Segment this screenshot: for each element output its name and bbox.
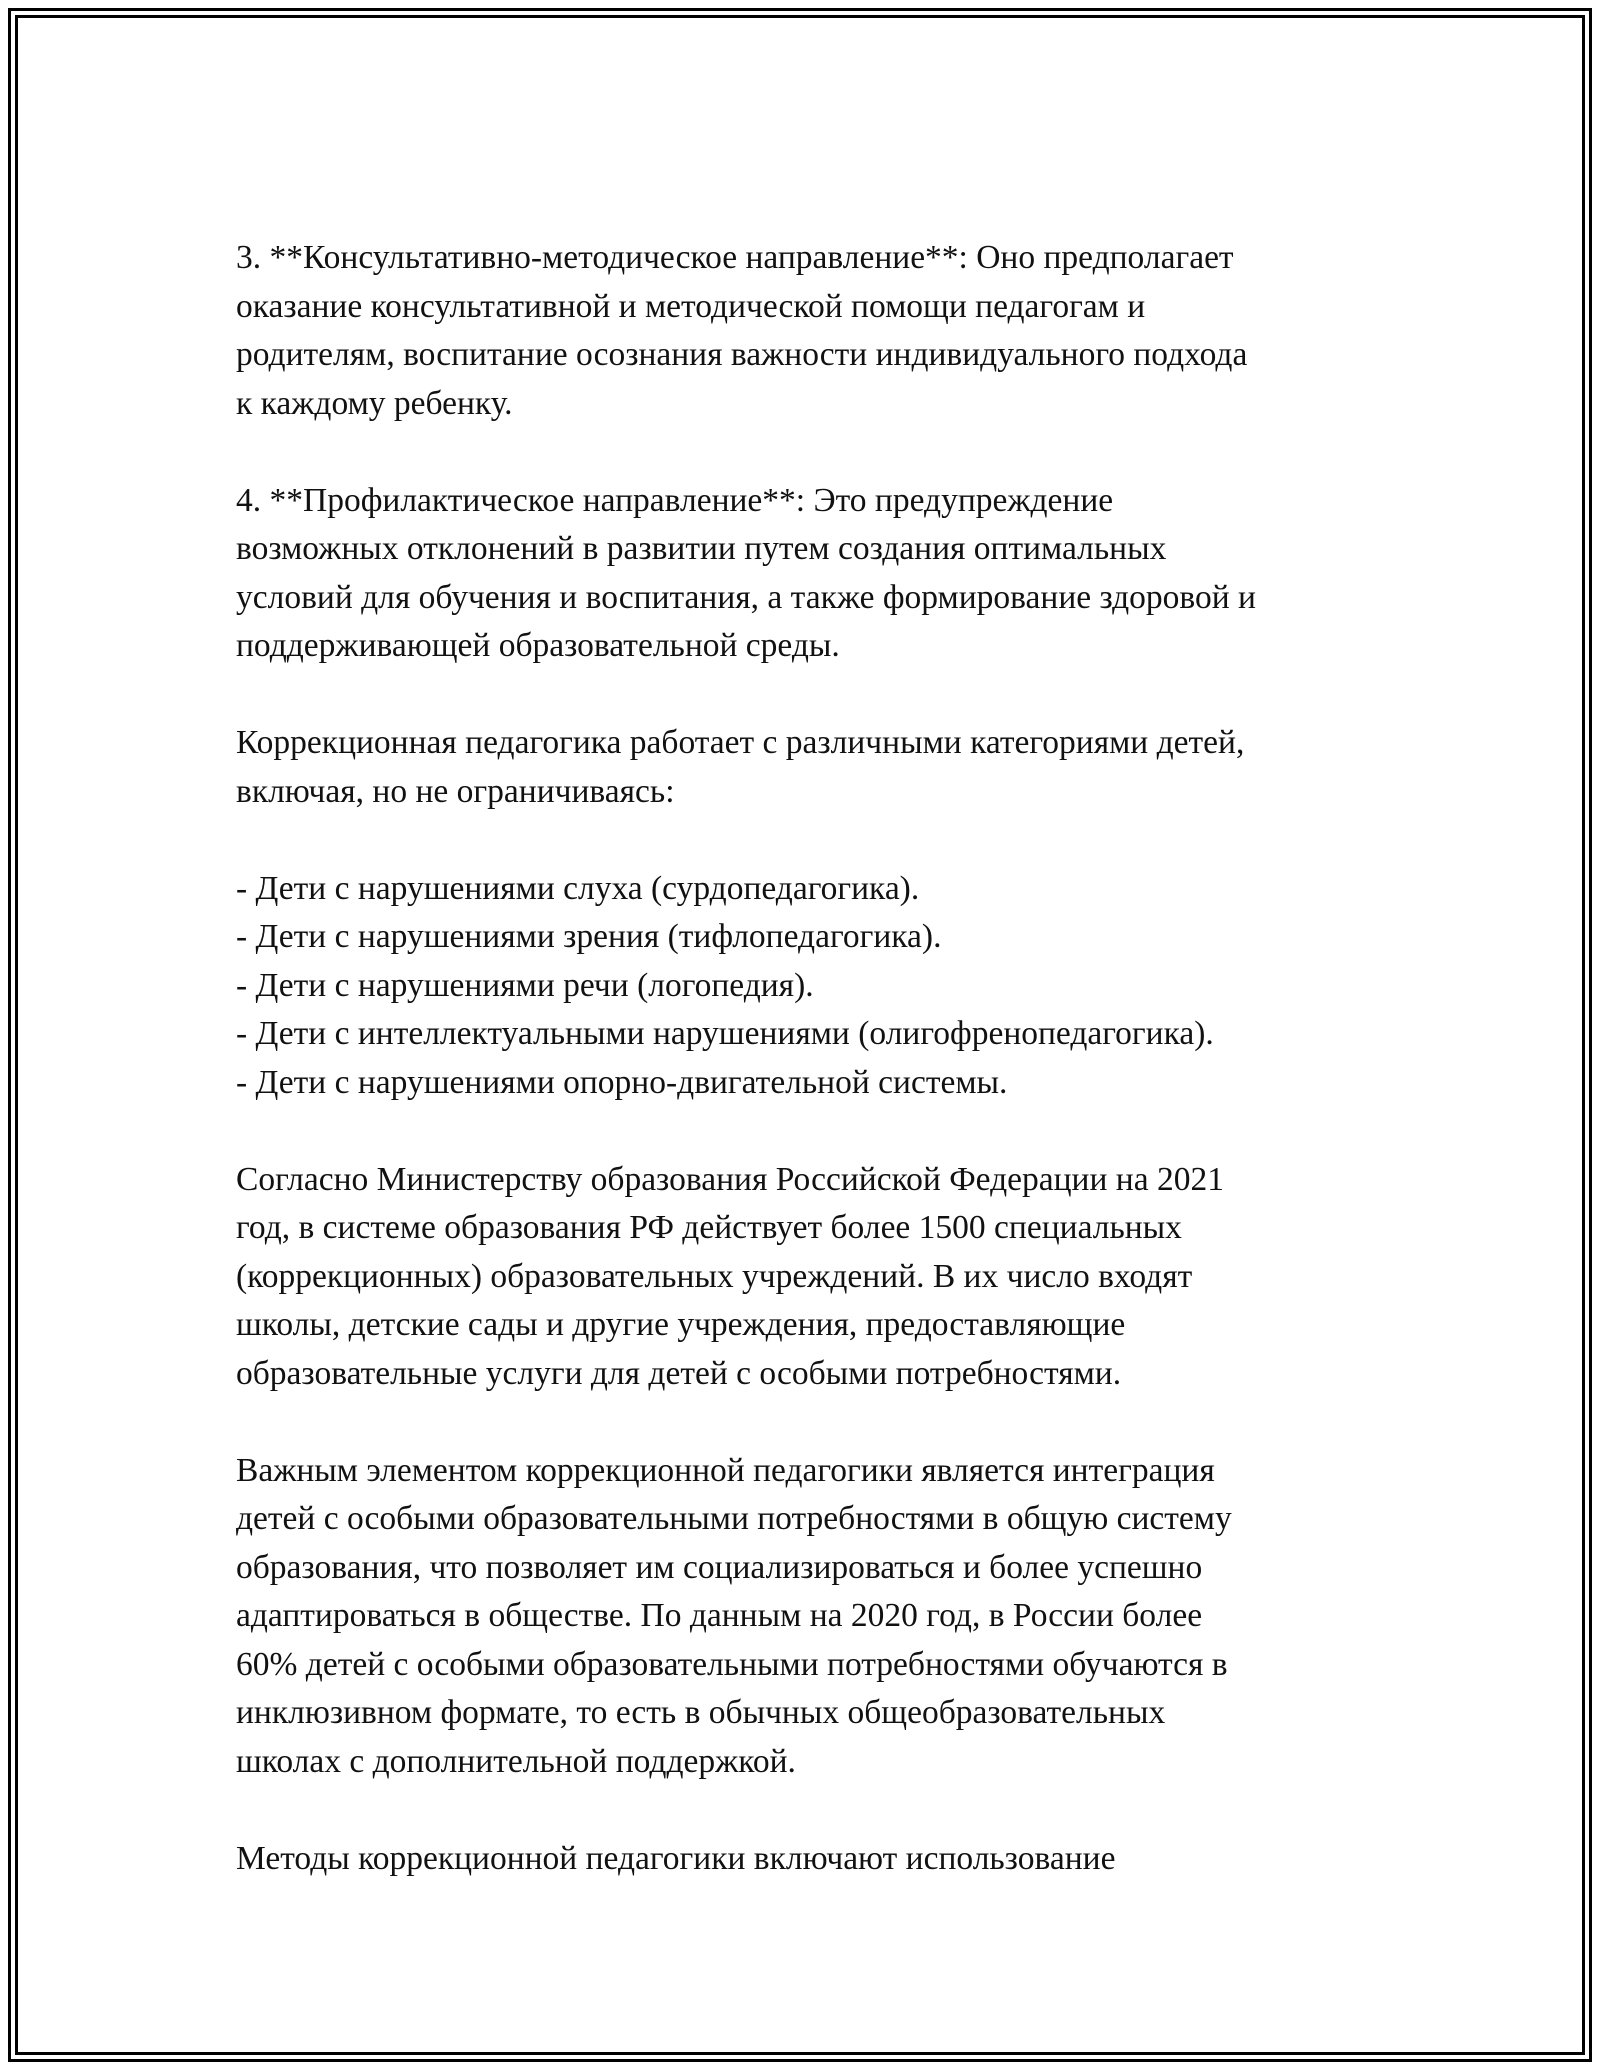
document-body	[236, 234, 1366, 1883]
list-item: - Дети с нарушениями речи (логопедия).	[236, 966, 814, 1004]
paragraph-integration: Важным элементом коррекционной педагогики является интеграция детей с особыми образовательными потребностями в общую систему образования, что позволяет им социализироваться и более успешно адаптироваться в обществе. По данным на 2020 год, в России более 60% детей с особыми образовательными потребностями обучаются в инклюзивном формате, то есть в обычных общеобразовательных школах с дополнительной поддержкой.	[236, 1451, 1232, 1780]
paragraph-consultative-direction: 3. **Консультативно-методическое направление**: Оно предполагает оказание консультативной и методической помощи педагогам и родителям, воспитание осознания важности индивидуального подхода к каждому ребенку.	[236, 239, 1248, 422]
paragraph-methods: Методы коррекционной педагогики включают использование	[236, 1839, 1116, 1877]
list-item: - Дети с нарушениями слуха (сурдопедагогика).	[236, 869, 920, 907]
paragraph-preventive-direction: 4. **Профилактическое направление**: Это предупреждение возможных отклонений в развитии путем создания оптимальных условий для обучения и воспитания, а также формирование здоровой и поддерживающей образовательной среды.	[236, 481, 1256, 664]
paragraph-ministry-statistics: Согласно Министерству образования Российской Федерации на 2021 год, в системе образования РФ действует более 1500 специальных (коррекционных) образовательных учреждений. В их число входят школы, детские сады и другие учреждения, предоставляющие образовательные услуги для детей с особыми потребностями.	[236, 1160, 1224, 1392]
list-item: - Дети с нарушениями опорно-двигательной системы.	[236, 1063, 1008, 1101]
list-item: - Дети с нарушениями зрения (тифлопедагогика).	[236, 918, 942, 955]
children-categories-list	[236, 865, 1366, 1108]
paragraph-categories-intro: Коррекционная педагогика работает с различными категориями детей, включая, но не ограничиваясь:	[236, 724, 1245, 810]
list-item: - Дети с интеллектуальными нарушениями (олигофренопедагогика).	[236, 1015, 1214, 1052]
